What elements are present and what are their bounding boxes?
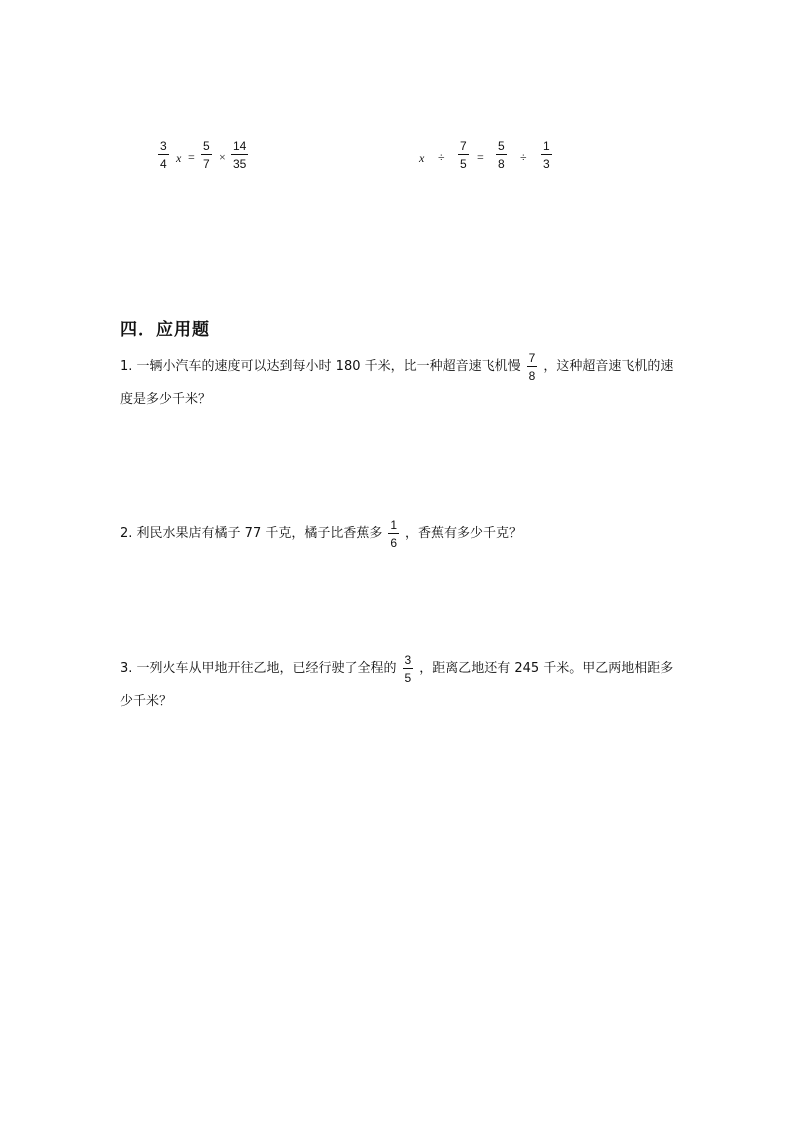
problem-fraction: $\frac{7}{8}$ <box>528 350 536 383</box>
divide-sign: ÷ <box>520 150 527 164</box>
fraction-coefficient: 3 4 <box>160 139 167 171</box>
equals-sign: = <box>477 150 484 164</box>
problem-text-after: ，这种超音速飞机的速度是多少千米？ <box>120 359 674 407</box>
fraction-five-eighths: 5 8 <box>498 139 505 171</box>
variable-x: x <box>176 151 182 165</box>
fraction-seven-fifths: 7 5 <box>460 139 467 171</box>
problem-text-before: 3. 一列火车从甲地开往乙地，已经行驶了全程的 <box>120 661 397 676</box>
divide-sign: ÷ <box>438 150 445 164</box>
fraction-one-third: 1 3 <box>543 139 550 171</box>
problem-text-after: ，距离乙地还有 245 千米。甲乙两地相距多少千米？ <box>120 661 674 709</box>
fraction-five-sevenths: 5 7 <box>203 139 210 171</box>
section-heading: 四．应用题 <box>120 320 210 340</box>
problem-1 <box>120 350 680 416</box>
equals-sign: = <box>188 150 195 164</box>
multiply-sign: × <box>219 150 226 164</box>
problem-2 <box>120 517 680 550</box>
problem-fraction: $\frac{3}{5}$ <box>404 652 412 685</box>
problem-text-before: 1. 一辆小汽车的速度可以达到每小时 180 千米，比一种超音速飞机慢 <box>120 359 521 374</box>
problem-3 <box>120 652 680 718</box>
problem-fraction: $\frac{1}{6}$ <box>390 517 398 550</box>
problem-text-after: ，香蕉有多少千克？ <box>405 526 523 541</box>
variable-x: x <box>419 151 425 165</box>
problem-text-before: 2. 利民水果店有橘子 77 千克，橘子比香蕉多 <box>120 526 383 541</box>
fraction-fourteen-thirtyfifths: 14 35 <box>233 139 247 171</box>
